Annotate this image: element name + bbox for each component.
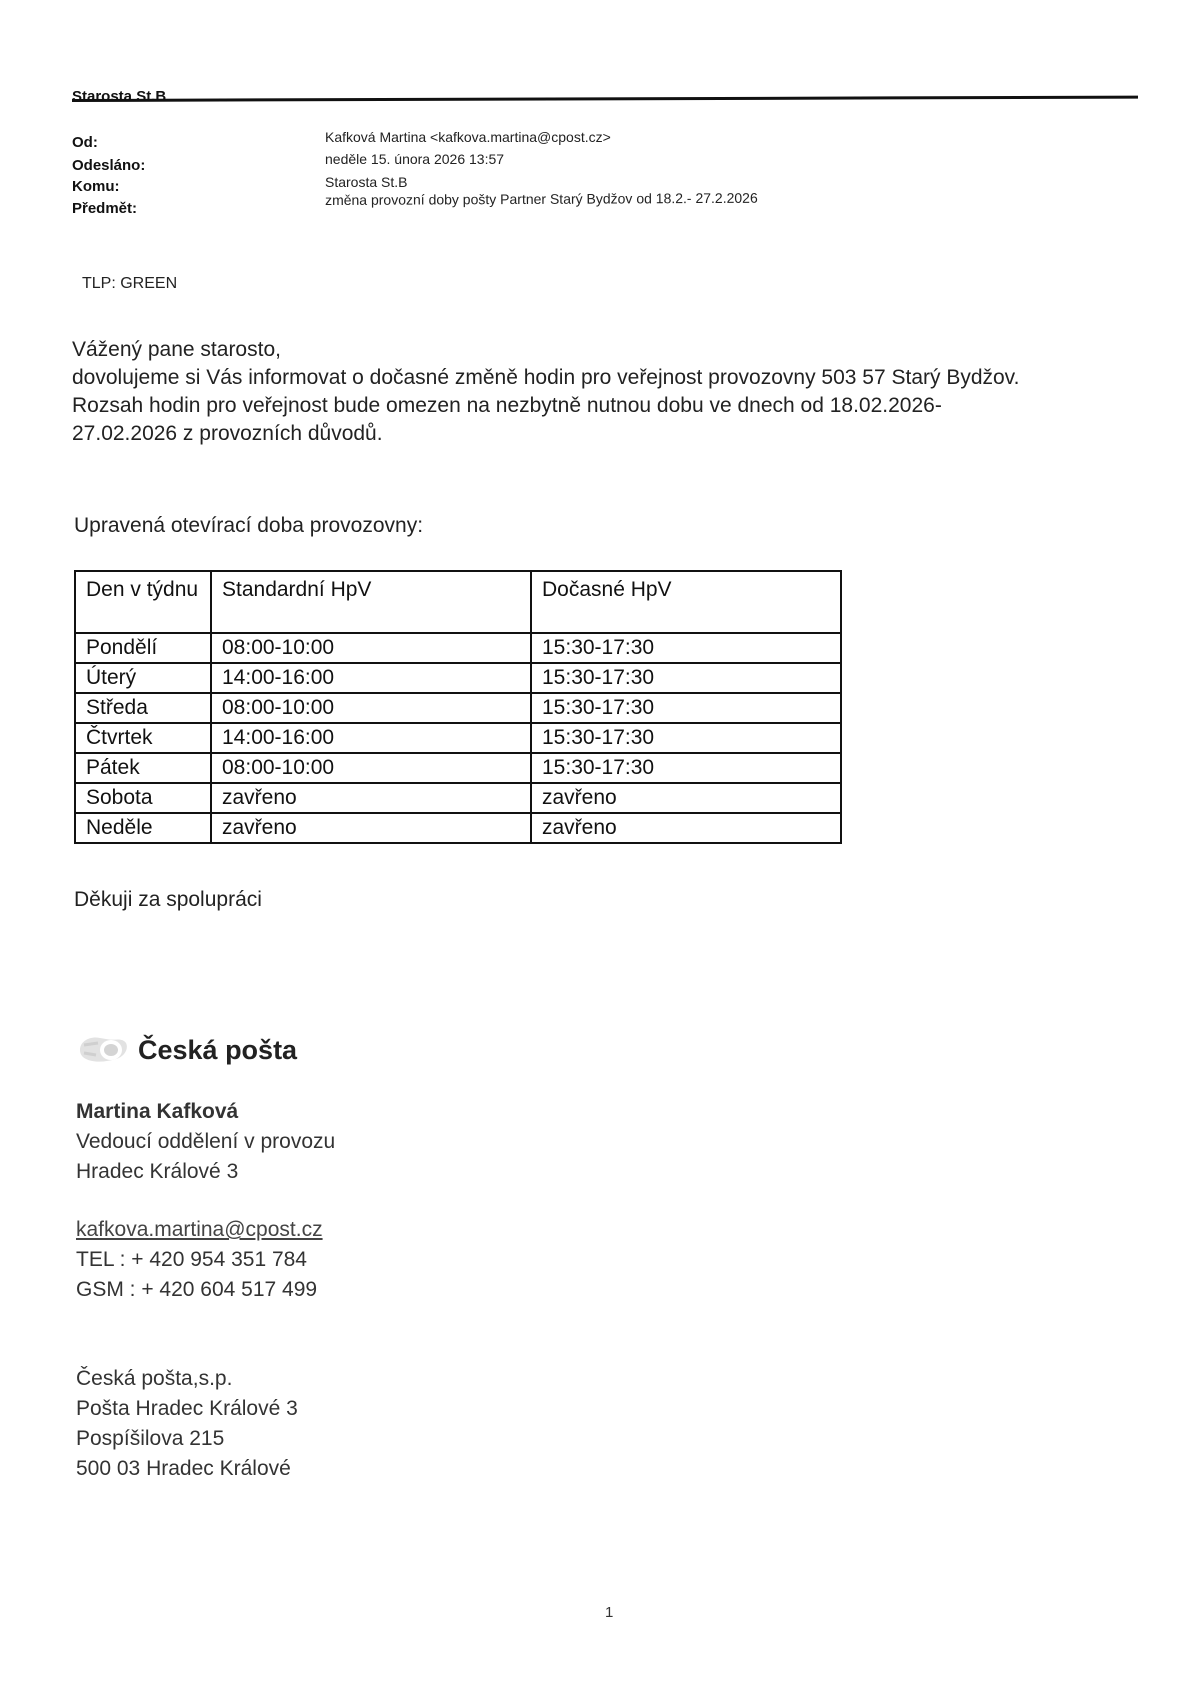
temporary-hours-cell: zavřeno: [531, 783, 841, 813]
table-row: [75, 813, 841, 843]
tlp-label: TLP: GREEN: [82, 275, 178, 292]
body-line-3: 27.02.2026 z provozních důvodů.: [72, 422, 383, 445]
standard-hours-cell: 08:00-10:00: [211, 633, 531, 663]
table-row: [75, 633, 841, 663]
standard-hours-cell: zavřeno: [211, 783, 531, 813]
from-value: Kafková Martina <kafkova.martina@cpost.cz>: [325, 129, 611, 145]
signature-block: [76, 1097, 335, 1187]
table-row: [75, 723, 841, 753]
message-body: [72, 336, 1152, 448]
day-cell: Pondělí: [75, 633, 211, 663]
standard-hours-cell: 14:00-16:00: [211, 663, 531, 693]
phone-gsm: GSM : + 420 604 517 499: [76, 1278, 318, 1301]
temporary-hours-cell: zavřeno: [531, 813, 841, 843]
header-standard: Standardní HpV: [211, 571, 531, 633]
table-row: [75, 693, 841, 723]
sent-value: neděle 15. února 2026 13:57: [325, 151, 505, 167]
subject-label: Předmět:: [72, 200, 138, 217]
temporary-hours-cell: 15:30-17:30: [531, 633, 841, 663]
subject-value: změna provozní doby pošty Partner Starý Bydžov od 18.2.- 27.2.2026: [325, 189, 758, 208]
posthorn-icon: [76, 1033, 130, 1067]
table-row: [75, 753, 841, 783]
address-company: Česká pošta,s.p.: [76, 1367, 233, 1390]
sent-label: Odesláno:: [72, 157, 146, 174]
standard-hours-cell: 08:00-10:00: [211, 693, 531, 723]
header-temporary: Dočasné HpV: [531, 571, 841, 633]
temporary-hours-cell: 15:30-17:30: [531, 693, 841, 723]
to-value: Starosta St.B: [325, 174, 408, 190]
temporary-hours-cell: 15:30-17:30: [531, 753, 841, 783]
from-label: Od:: [72, 134, 98, 151]
header-day: Den v týdnu: [75, 571, 211, 633]
standard-hours-cell: zavřeno: [211, 813, 531, 843]
temporary-hours-cell: 15:30-17:30: [531, 723, 841, 753]
opening-hours-table: [74, 570, 842, 844]
signature-title: Vedoucí oddělení v provozu: [76, 1130, 336, 1153]
contact-block: [76, 1215, 323, 1305]
greeting: Vážený pane starosto,: [72, 338, 281, 361]
hours-subheading: Upravená otevírací doba provozovny:: [74, 514, 424, 537]
address-city: 500 03 Hradec Králové: [76, 1457, 291, 1480]
day-cell: Neděle: [75, 813, 211, 843]
ceska-posta-logo: [76, 1030, 297, 1070]
logo-text: Česká pošta: [138, 1034, 298, 1065]
table-header-row: [75, 571, 841, 633]
standard-hours-cell: 08:00-10:00: [211, 753, 531, 783]
address-street: Pospíšilova 215: [76, 1427, 225, 1450]
body-line-1: dovolujeme si Vás informovat o dočasné změně hodin pro veřejnost provozovny 503 57 Starý Bydžov.: [72, 366, 1020, 389]
standard-hours-cell: 14:00-16:00: [211, 723, 531, 753]
address-block: [76, 1364, 298, 1484]
day-cell: Středa: [75, 693, 211, 723]
table-row: [75, 663, 841, 693]
to-label: Komu:: [72, 178, 120, 195]
closing-thanks: Děkuji za spolupráci: [74, 888, 262, 911]
table-row: [75, 783, 841, 813]
email-link[interactable]: kafkova.martina@cpost.cz: [76, 1218, 323, 1241]
body-line-2: Rozsah hodin pro veřejnost bude omezen na nezbytně nutnou dobu ve dnech od 18.02.2026-: [72, 394, 942, 417]
page-number: 1: [605, 1604, 614, 1621]
temporary-hours-cell: 15:30-17:30: [531, 663, 841, 693]
signature-name: Martina Kafková: [76, 1100, 239, 1123]
phone-tel: TEL : + 420 954 351 784: [76, 1248, 307, 1271]
signature-office: Hradec Králové 3: [76, 1160, 239, 1183]
header-divider: [72, 96, 1138, 102]
day-cell: Úterý: [75, 663, 211, 693]
day-cell: Sobota: [75, 783, 211, 813]
day-cell: Čtvrtek: [75, 723, 211, 753]
mailbox-owner: Starosta St.B: [72, 88, 167, 105]
address-branch: Pošta Hradec Králové 3: [76, 1397, 298, 1420]
day-cell: Pátek: [75, 753, 211, 783]
